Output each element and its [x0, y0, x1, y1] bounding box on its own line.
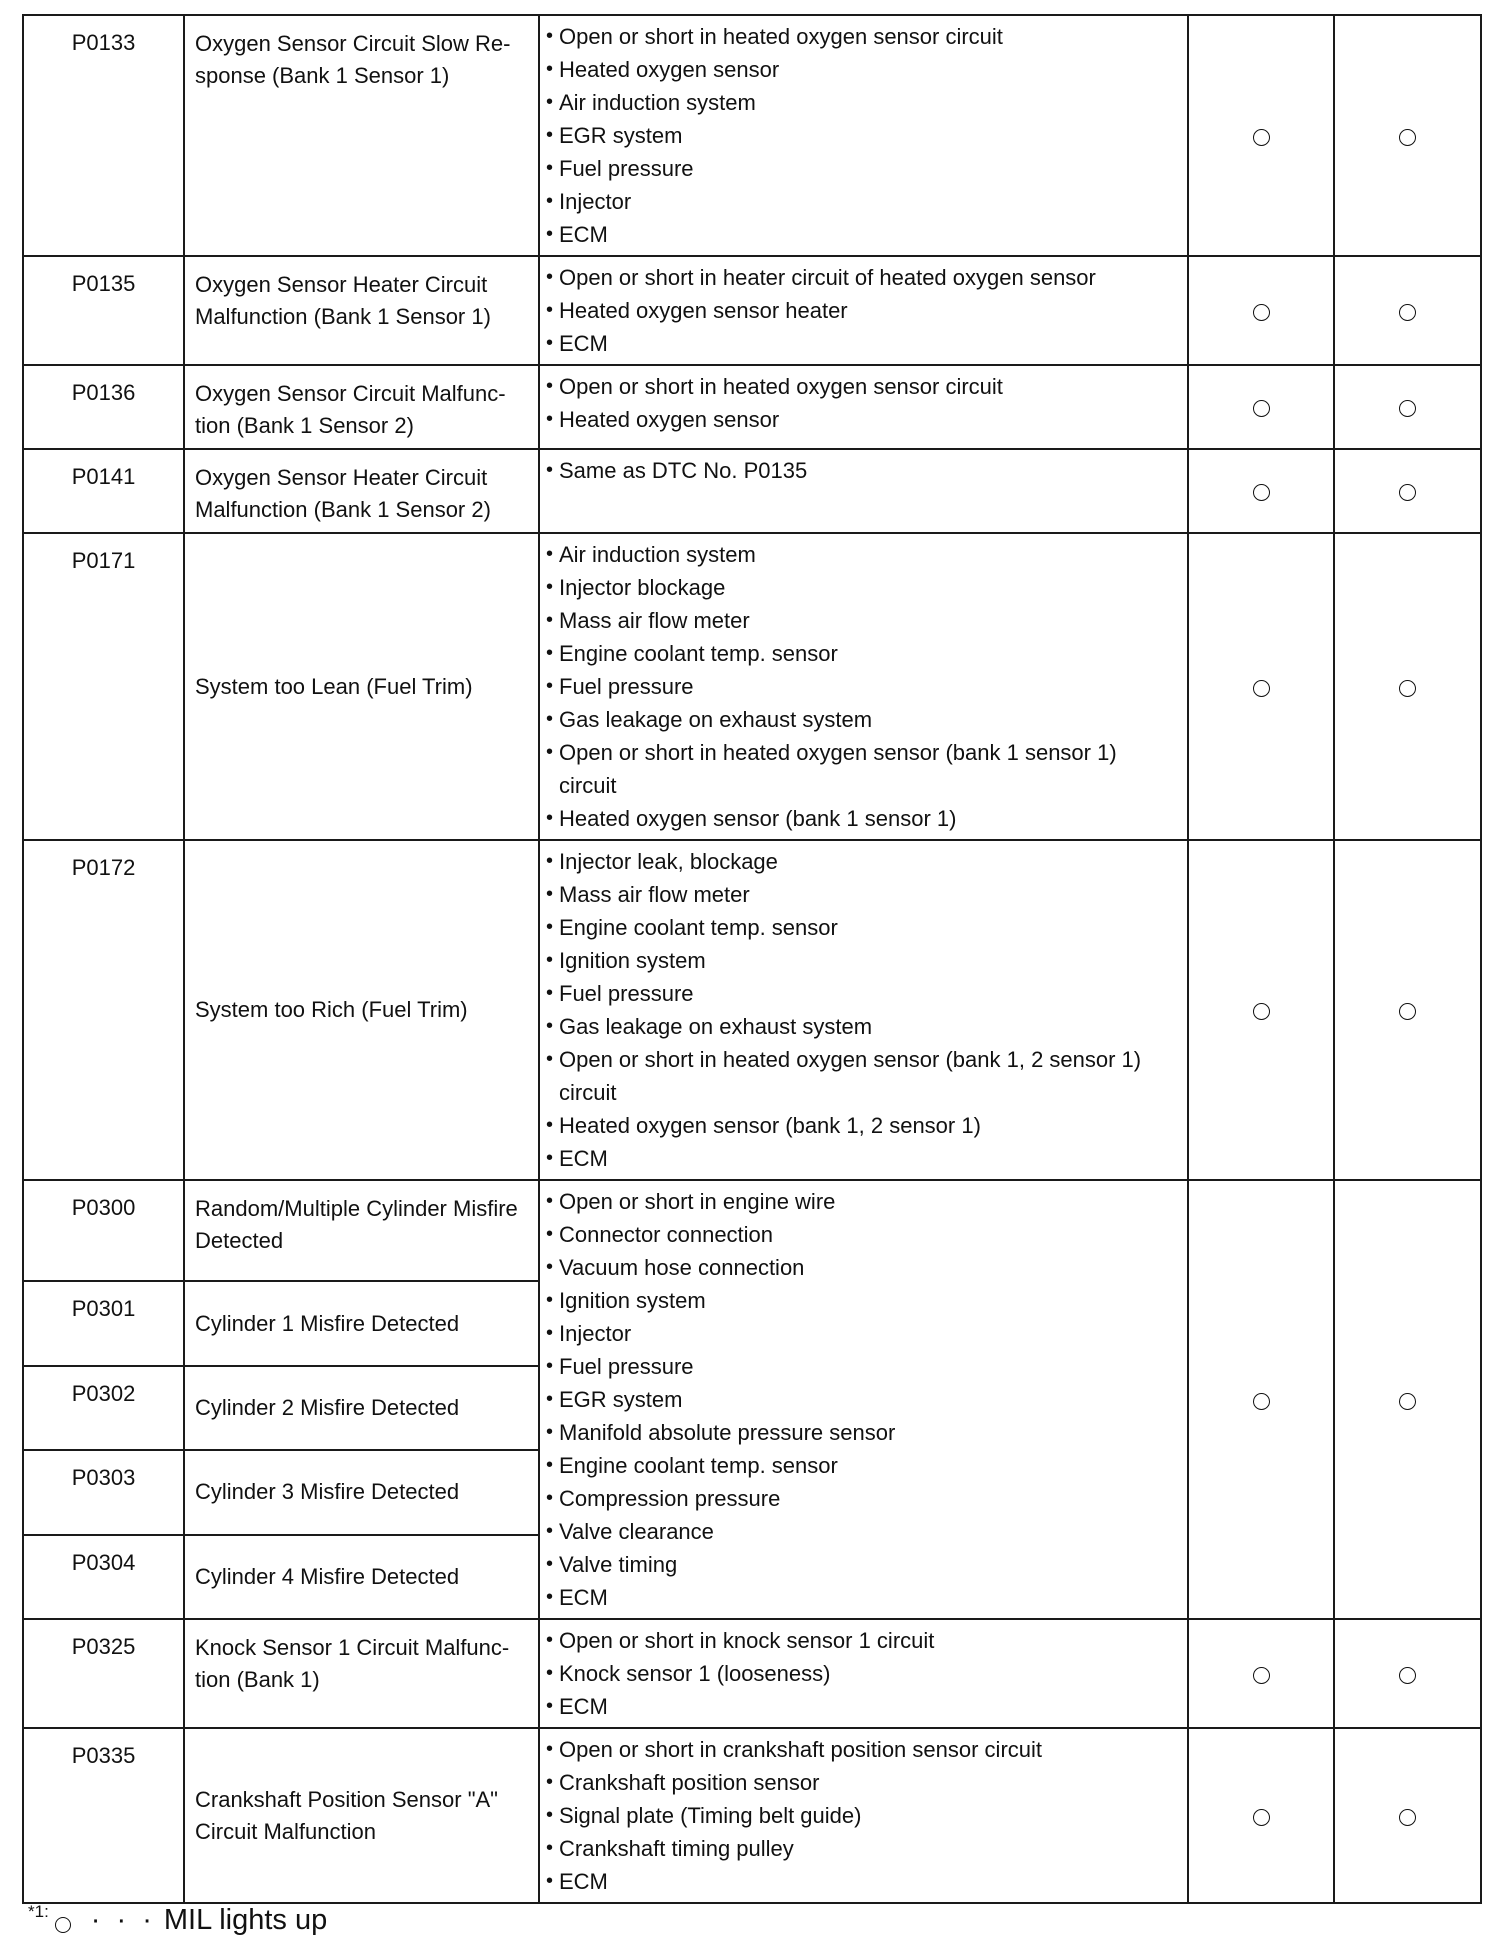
check-item: • Open or short in heated oxygen sensor (bank 1 sensor 1) circuit	[546, 736, 1179, 802]
check-item: • ECM	[546, 1581, 1179, 1614]
dtc-description	[184, 1619, 539, 1728]
circle-icon	[1399, 1667, 1416, 1684]
dtc-code: P0172	[23, 840, 184, 1180]
memory-indicator-mark	[1334, 449, 1481, 533]
circle-icon	[1253, 304, 1270, 321]
check-item: • Open or short in heated oxygen sensor circuit	[546, 370, 1179, 403]
memory-indicator-mark	[1334, 1619, 1481, 1728]
dtc-description	[184, 1180, 539, 1281]
description-line: Cylinder 1 Misfire Detected	[195, 1310, 460, 1336]
check-item: • Heated oxygen sensor (bank 1 sensor 1)	[546, 802, 1179, 835]
check-item: • Valve timing	[546, 1548, 1179, 1581]
dtc-row	[23, 840, 1481, 1180]
footnote-marker: *1:	[28, 1902, 49, 1921]
check-item: • Heated oxygen sensor (bank 1, 2 sensor 1)	[546, 1109, 1179, 1142]
circle-icon	[1399, 129, 1416, 146]
mil-indicator-mark	[1188, 840, 1334, 1180]
dtc-code: P0335	[23, 1728, 184, 1903]
memory-indicator-mark	[1334, 1180, 1481, 1619]
mil-indicator-mark	[1188, 1180, 1334, 1619]
description-line: Oxygen Sensor Circuit Slow Re-	[195, 31, 511, 56]
memory-indicator-mark	[1334, 15, 1481, 256]
check-item: • Crankshaft position sensor	[546, 1766, 1179, 1799]
mil-indicator-mark	[1188, 256, 1334, 365]
dtc-table-body	[23, 15, 1481, 1903]
check-item: • Open or short in knock sensor 1 circuit	[546, 1624, 1179, 1657]
check-items	[539, 1180, 1188, 1619]
circle-icon	[1253, 1393, 1270, 1410]
check-item: • Engine coolant temp. sensor	[546, 911, 1179, 944]
check-item: • Ignition system	[546, 944, 1179, 977]
check-item: • Gas leakage on exhaust system	[546, 703, 1179, 736]
description-line: Oxygen Sensor Heater Circuit	[195, 272, 488, 297]
check-item: • Mass air flow meter	[546, 878, 1179, 911]
dtc-row	[23, 256, 1481, 365]
check-item: • Fuel pressure	[546, 977, 1179, 1010]
description-line: Malfunction (Bank 1 Sensor 2)	[195, 497, 491, 522]
check-item: • ECM	[546, 1690, 1179, 1723]
check-item: • Air induction system	[546, 86, 1179, 119]
check-item: • ECM	[546, 218, 1179, 251]
circle-icon	[1399, 484, 1416, 501]
circle-icon	[55, 1917, 71, 1933]
dtc-description	[184, 1535, 539, 1619]
dtc-description	[184, 840, 539, 1180]
circle-icon	[1253, 1667, 1270, 1684]
memory-indicator-mark	[1334, 533, 1481, 840]
check-item: • Heated oxygen sensor	[546, 53, 1179, 86]
check-item: • Open or short in heated oxygen sensor (bank 1, 2 sensor 1) circuit	[546, 1043, 1179, 1109]
dtc-description	[184, 1366, 539, 1450]
description-line: Cylinder 4 Misfire Detected	[195, 1563, 460, 1589]
description-line: sponse (Bank 1 Sensor 1)	[195, 63, 450, 88]
circle-icon	[1399, 1003, 1416, 1020]
check-item: • Injector leak, blockage	[546, 845, 1179, 878]
check-item: • Injector	[546, 1317, 1179, 1350]
circle-icon	[1399, 680, 1416, 697]
check-item: • Open or short in engine wire	[546, 1185, 1179, 1218]
check-items	[539, 840, 1188, 1180]
dtc-description	[184, 365, 539, 449]
circle-icon	[1253, 484, 1270, 501]
description-line: Crankshaft Position Sensor "A"	[195, 1786, 498, 1812]
check-item: • Vacuum hose connection	[546, 1251, 1179, 1284]
description-line: tion (Bank 1 Sensor 2)	[195, 413, 414, 438]
dtc-table	[22, 14, 1482, 1904]
check-item-list	[546, 261, 1179, 360]
dtc-code: P0325	[23, 1619, 184, 1728]
check-item: • Manifold absolute pressure sensor	[546, 1416, 1179, 1449]
circle-icon	[1253, 1003, 1270, 1020]
circle-icon	[1399, 400, 1416, 417]
mil-indicator-mark	[1188, 1728, 1334, 1903]
dtc-row	[23, 365, 1481, 449]
dtc-description	[184, 15, 539, 256]
check-item-list	[546, 370, 1179, 436]
check-item: • Mass air flow meter	[546, 604, 1179, 637]
dtc-code: P0302	[23, 1366, 184, 1450]
dtc-code: P0141	[23, 449, 184, 533]
check-item: • Open or short in crankshaft position sensor circuit	[546, 1733, 1179, 1766]
check-item: • Knock sensor 1 (looseness)	[546, 1657, 1179, 1690]
dtc-row	[23, 449, 1481, 533]
check-items	[539, 15, 1188, 256]
description-line: Random/Multiple Cylinder Misfire	[195, 1196, 518, 1221]
description-line: System too Rich (Fuel Trim)	[195, 997, 468, 1022]
description-line: Detected	[195, 1228, 284, 1253]
check-items	[539, 256, 1188, 365]
check-item: • Connector connection	[546, 1218, 1179, 1251]
circle-icon	[1399, 304, 1416, 321]
check-item: • Fuel pressure	[546, 1350, 1179, 1383]
dtc-row	[23, 533, 1481, 840]
circle-icon	[1253, 400, 1270, 417]
dtc-code: P0133	[23, 15, 184, 256]
check-item-list	[546, 1733, 1179, 1898]
mil-indicator-mark	[1188, 1619, 1334, 1728]
dtc-code: P0301	[23, 1281, 184, 1365]
check-item: • ECM	[546, 1142, 1179, 1175]
description-line: Oxygen Sensor Circuit Malfunc-	[195, 381, 506, 406]
check-item: • Engine coolant temp. sensor	[546, 637, 1179, 670]
dtc-code: P0171	[23, 533, 184, 840]
check-item: • Heated oxygen sensor heater	[546, 294, 1179, 327]
check-item: • EGR system	[546, 119, 1179, 152]
description-line: Knock Sensor 1 Circuit Malfunc-	[195, 1635, 510, 1660]
check-item-list	[546, 1185, 1179, 1614]
footnote	[28, 1894, 327, 1938]
check-items	[539, 365, 1188, 449]
check-items	[539, 1619, 1188, 1728]
description-line: System too Lean (Fuel Trim)	[195, 673, 473, 699]
dtc-code: P0135	[23, 256, 184, 365]
mil-indicator-mark	[1188, 365, 1334, 449]
dtc-row	[23, 1619, 1481, 1728]
dtc-description	[184, 1728, 539, 1903]
check-item: • Ignition system	[546, 1284, 1179, 1317]
dtc-code: P0303	[23, 1450, 184, 1534]
check-item: • Crankshaft timing pulley	[546, 1832, 1179, 1865]
check-items	[539, 533, 1188, 840]
description-line: Cylinder 2 Misfire Detected	[195, 1394, 460, 1420]
mil-indicator-mark	[1188, 15, 1334, 256]
dtc-description	[184, 533, 539, 840]
check-item-list	[546, 845, 1179, 1175]
check-item: • Injector blockage	[546, 571, 1179, 604]
check-item: • EGR system	[546, 1383, 1179, 1416]
check-item: • Air induction system	[546, 538, 1179, 571]
dtc-table-page	[22, 14, 1480, 1904]
check-item: • Fuel pressure	[546, 670, 1179, 703]
check-item: • Open or short in heated oxygen sensor circuit	[546, 20, 1179, 53]
description-line: Malfunction (Bank 1 Sensor 1)	[195, 304, 491, 329]
check-item: • Same as DTC No. P0135	[546, 454, 1179, 487]
check-item: • Compression pressure	[546, 1482, 1179, 1515]
check-item: • Valve clearance	[546, 1515, 1179, 1548]
check-item: • Fuel pressure	[546, 152, 1179, 185]
check-item: • Open or short in heater circuit of heated oxygen sensor	[546, 261, 1179, 294]
check-item-list	[546, 538, 1179, 835]
dtc-code: P0304	[23, 1535, 184, 1619]
check-item-list	[546, 20, 1179, 251]
memory-indicator-mark	[1334, 1728, 1481, 1903]
dtc-description	[184, 256, 539, 365]
check-item: • ECM	[546, 327, 1179, 360]
check-item: • Gas leakage on exhaust system	[546, 1010, 1179, 1043]
check-items	[539, 1728, 1188, 1903]
check-item: • ECM	[546, 1865, 1179, 1898]
circle-icon	[1253, 680, 1270, 697]
dtc-row	[23, 1728, 1481, 1903]
dtc-row	[23, 1180, 1481, 1281]
dtc-description	[184, 1281, 539, 1365]
dtc-description	[184, 1450, 539, 1534]
footnote-dots: · · ·	[90, 1904, 156, 1936]
mil-indicator-mark	[1188, 449, 1334, 533]
mil-indicator-mark	[1188, 533, 1334, 840]
check-item: • Heated oxygen sensor	[546, 403, 1179, 436]
memory-indicator-mark	[1334, 256, 1481, 365]
memory-indicator-mark	[1334, 840, 1481, 1180]
description-line: tion (Bank 1)	[195, 1667, 320, 1692]
dtc-row	[23, 15, 1481, 256]
circle-icon	[1399, 1809, 1416, 1826]
description-line: Cylinder 3 Misfire Detected	[195, 1479, 460, 1505]
circle-icon	[1253, 1809, 1270, 1826]
check-item: • Signal plate (Timing belt guide)	[546, 1799, 1179, 1832]
description-line: Oxygen Sensor Heater Circuit	[195, 465, 488, 490]
circle-icon	[1399, 1393, 1416, 1410]
check-item: • Engine coolant temp. sensor	[546, 1449, 1179, 1482]
description-line: Circuit Malfunction	[195, 1818, 376, 1844]
dtc-description	[184, 449, 539, 533]
memory-indicator-mark	[1334, 365, 1481, 449]
check-item: • Injector	[546, 185, 1179, 218]
dtc-code: P0136	[23, 365, 184, 449]
dtc-code: P0300	[23, 1180, 184, 1281]
footnote-text: MIL lights up	[163, 1904, 328, 1936]
circle-icon	[1253, 129, 1270, 146]
check-items	[539, 449, 1188, 533]
check-item-list	[546, 1624, 1179, 1723]
check-item-list	[546, 454, 1179, 487]
